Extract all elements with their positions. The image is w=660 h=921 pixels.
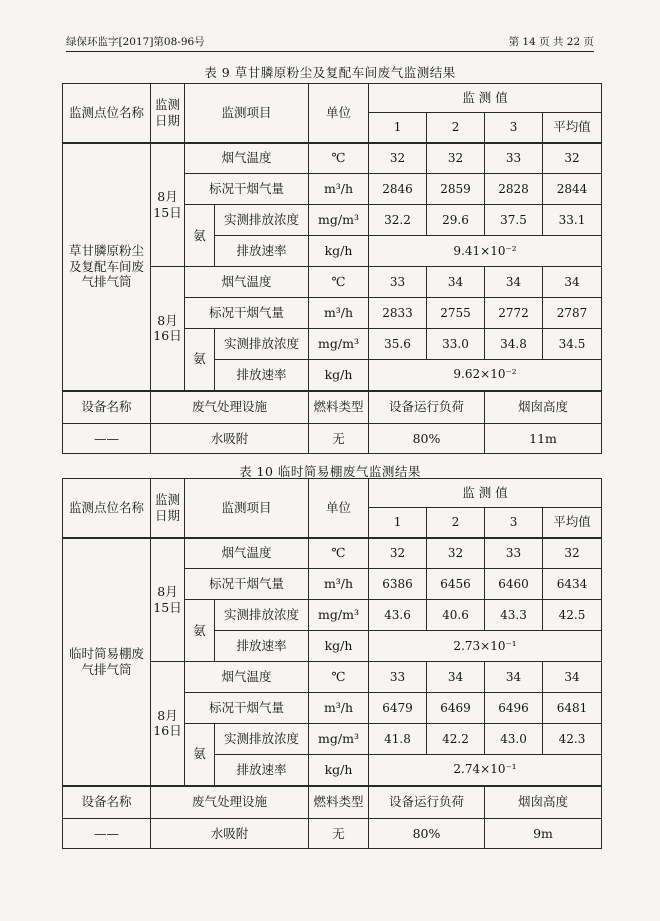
col-header-item: 监测项目 [185, 479, 309, 538]
value-cell: 33 [485, 143, 543, 174]
table-9-title: 表 9 草甘膦原粉尘及复配车间废气监测结果 [204, 65, 456, 80]
unit-cell: m³/h [309, 298, 369, 329]
value-cell: 29.6 [427, 205, 485, 236]
col-header-1: 1 [369, 113, 427, 143]
unit-cell: ℃ [309, 143, 369, 174]
value-cell: 33 [485, 538, 543, 569]
value-cell: 33 [369, 267, 427, 298]
equipment-header-facility: 废气处理设施 [151, 786, 309, 819]
col-header-3: 3 [485, 113, 543, 143]
table-10 [62, 478, 602, 849]
value-cell: 2844 [543, 174, 602, 205]
col-header-unit: 单位 [309, 84, 369, 143]
col-header-avg: 平均值 [543, 113, 602, 143]
unit-cell: kg/h [309, 755, 369, 786]
unit-cell: mg/m³ [309, 600, 369, 631]
col-header-date: 监测日期 [151, 84, 185, 143]
item-label: 实测排放浓度 [215, 600, 309, 631]
col-header-3: 3 [485, 508, 543, 538]
value-cell: 32 [543, 143, 602, 174]
col-header-1: 1 [369, 508, 427, 538]
item-label: 烟气温度 [185, 538, 309, 569]
unit-cell: ℃ [309, 538, 369, 569]
unit-cell: m³/h [309, 693, 369, 724]
value-cell: 6469 [427, 693, 485, 724]
item-label: 排放速率 [215, 236, 309, 267]
equipment-height: 9m [485, 819, 602, 849]
equipment-load: 80% [369, 424, 485, 454]
value-cell: 2828 [485, 174, 543, 205]
value-cell: 43.6 [369, 600, 427, 631]
item-label: 标况干烟气量 [185, 298, 309, 329]
item-label: 烟气温度 [185, 662, 309, 693]
unit-cell: kg/h [309, 631, 369, 662]
value-cell: 33.0 [427, 329, 485, 360]
pollutant-label: 氨 [185, 600, 215, 662]
date-cell: 8月15日 [151, 143, 185, 267]
value-cell: 2787 [543, 298, 602, 329]
value-cell: 2846 [369, 174, 427, 205]
unit-cell: ℃ [309, 662, 369, 693]
equipment-height: 11m [485, 424, 602, 454]
value-cell: 34 [543, 662, 602, 693]
item-label: 标况干烟气量 [185, 693, 309, 724]
equipment-header-name: 设备名称 [63, 391, 151, 424]
value-cell: 6460 [485, 569, 543, 600]
rate-value: 2.73×10⁻¹ [369, 631, 602, 662]
equipment-header-name: 设备名称 [63, 786, 151, 819]
location-name: 临时简易棚废气排气筒 [63, 538, 151, 786]
value-cell: 32 [369, 538, 427, 569]
value-cell: 34 [543, 267, 602, 298]
item-label: 排放速率 [215, 631, 309, 662]
value-cell: 2859 [427, 174, 485, 205]
date-cell: 8月16日 [151, 267, 185, 391]
pollutant-label: 氨 [185, 724, 215, 786]
col-header-avg: 平均值 [543, 508, 602, 538]
value-cell: 33 [369, 662, 427, 693]
page-header [66, 34, 594, 49]
equipment-header-facility: 废气处理设施 [151, 391, 309, 424]
unit-cell: m³/h [309, 569, 369, 600]
equipment-facility: 水吸附 [151, 819, 309, 849]
unit-cell: mg/m³ [309, 205, 369, 236]
value-cell: 42.3 [543, 724, 602, 755]
equipment-fuel: 无 [309, 424, 369, 454]
date-cell: 8月16日 [151, 662, 185, 786]
location-name: 草甘膦原粉尘及复配车间废气排气筒 [63, 143, 151, 391]
value-cell: 34 [427, 267, 485, 298]
value-cell: 35.6 [369, 329, 427, 360]
item-label: 标况干烟气量 [185, 569, 309, 600]
unit-cell: ℃ [309, 267, 369, 298]
col-header-unit: 单位 [309, 479, 369, 538]
item-label: 烟气温度 [185, 143, 309, 174]
report-number: 绿保环监字[2017]第08-96号 [66, 36, 205, 48]
value-cell: 2833 [369, 298, 427, 329]
value-cell: 43.3 [485, 600, 543, 631]
item-label: 实测排放浓度 [215, 724, 309, 755]
equipment-name: —— [63, 819, 151, 849]
value-cell: 42.2 [427, 724, 485, 755]
value-cell: 6386 [369, 569, 427, 600]
col-header-values: 监 测 值 [369, 479, 602, 508]
unit-cell: kg/h [309, 360, 369, 391]
equipment-fuel: 无 [309, 819, 369, 849]
value-cell: 34.5 [543, 329, 602, 360]
item-label: 实测排放浓度 [215, 205, 309, 236]
value-cell: 34.8 [485, 329, 543, 360]
col-header-date: 监测日期 [151, 479, 185, 538]
unit-cell: mg/m³ [309, 724, 369, 755]
header-rule [66, 51, 594, 52]
value-cell: 32 [369, 143, 427, 174]
value-cell: 2755 [427, 298, 485, 329]
col-header-2: 2 [427, 508, 485, 538]
col-header-location: 监测点位名称 [63, 84, 151, 143]
rate-value: 9.41×10⁻² [369, 236, 602, 267]
value-cell: 34 [485, 662, 543, 693]
pollutant-label: 氨 [185, 329, 215, 391]
equipment-facility: 水吸附 [151, 424, 309, 454]
value-cell: 37.5 [485, 205, 543, 236]
rate-value: 2.74×10⁻¹ [369, 755, 602, 786]
item-label: 排放速率 [215, 360, 309, 391]
value-cell: 6456 [427, 569, 485, 600]
page-info: 第 14 页 共 22 页 [508, 36, 594, 48]
equipment-header-height: 烟囱高度 [485, 786, 602, 819]
table-9 [62, 83, 602, 454]
equipment-name: —— [63, 424, 151, 454]
col-header-item: 监测项目 [185, 84, 309, 143]
equipment-header-height: 烟囱高度 [485, 391, 602, 424]
value-cell: 40.6 [427, 600, 485, 631]
equipment-header-fuel: 燃料类型 [309, 391, 369, 424]
item-label: 烟气温度 [185, 267, 309, 298]
value-cell: 33.1 [543, 205, 602, 236]
col-header-location: 监测点位名称 [63, 479, 151, 538]
value-cell: 34 [427, 662, 485, 693]
pollutant-label: 氨 [185, 205, 215, 267]
value-cell: 41.8 [369, 724, 427, 755]
value-cell: 6479 [369, 693, 427, 724]
equipment-header-load: 设备运行负荷 [369, 391, 485, 424]
value-cell: 32 [543, 538, 602, 569]
value-cell: 6481 [543, 693, 602, 724]
item-label: 排放速率 [215, 755, 309, 786]
unit-cell: kg/h [309, 236, 369, 267]
table-10-title: 表 10 临时简易棚废气监测结果 [239, 464, 421, 479]
value-cell: 32.2 [369, 205, 427, 236]
equipment-header-load: 设备运行负荷 [369, 786, 485, 819]
value-cell: 43.0 [485, 724, 543, 755]
value-cell: 34 [485, 267, 543, 298]
value-cell: 32 [427, 538, 485, 569]
col-header-2: 2 [427, 113, 485, 143]
item-label: 标况干烟气量 [185, 174, 309, 205]
value-cell: 42.5 [543, 600, 602, 631]
unit-cell: m³/h [309, 174, 369, 205]
date-cell: 8月15日 [151, 538, 185, 662]
value-cell: 2772 [485, 298, 543, 329]
equipment-load: 80% [369, 819, 485, 849]
value-cell: 6434 [543, 569, 602, 600]
item-label: 实测排放浓度 [215, 329, 309, 360]
equipment-header-fuel: 燃料类型 [309, 786, 369, 819]
rate-value: 9.62×10⁻² [369, 360, 602, 391]
value-cell: 6496 [485, 693, 543, 724]
unit-cell: mg/m³ [309, 329, 369, 360]
col-header-values: 监 测 值 [369, 84, 602, 113]
value-cell: 32 [427, 143, 485, 174]
